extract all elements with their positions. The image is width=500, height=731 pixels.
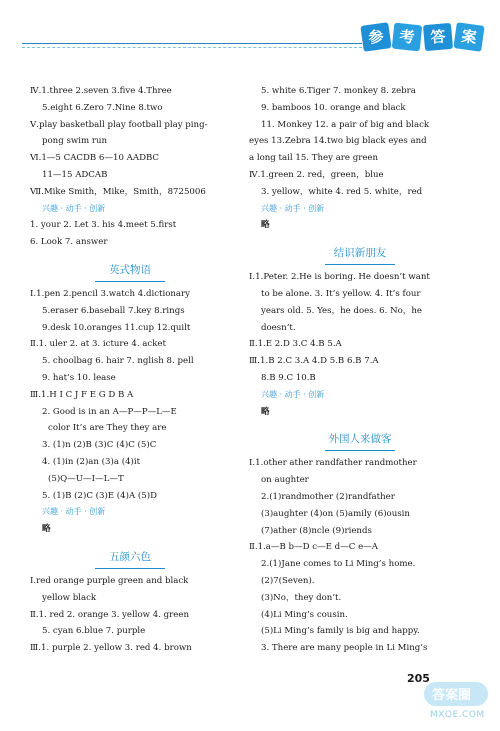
answer-line: 3. (1)n (2)B (3)C (4)C (5)C (42, 440, 157, 451)
interest-hands-on-label: 兴趣 · 动手 · 创新 (42, 507, 106, 517)
answer-line: 5. white 6.Tiger 7. monkey 8. zebra (261, 86, 416, 96)
watermark-url: MXQE.COM (430, 710, 485, 720)
answer-line: Ⅱ.1.E 2.D 3.C 4.B 5.A (249, 339, 342, 350)
answer-line: 6. Look 7. answer (30, 237, 108, 248)
answer-line: on aughter (261, 475, 309, 486)
answer-line: 5. (1)B (2)C (3)E (4)A (5)D (42, 490, 157, 501)
section-title-text: 结识新朋友 (333, 247, 387, 260)
answer-line: 2. Good is in an A—P—P—L—E (42, 406, 177, 417)
answer-line: (5)Q—U—I—L—T (48, 473, 124, 484)
answer-line: Ⅰ.1.pen 2.pencil 3.watch 4.dictionary (30, 288, 191, 299)
answer-line: color It’s are They they are (48, 423, 167, 434)
section-title-underline (95, 281, 165, 282)
answer-line: 11. Monkey 12. a pair of big and black (261, 119, 430, 130)
answer-line: pong swim run (42, 136, 108, 147)
answer-line: Ⅰ.1.Peter. 2.He is boring. He doesn’t want (249, 272, 430, 283)
banner-char: 案 (453, 22, 484, 52)
section-title (30, 546, 230, 569)
answer-line: to be alone. 3. It’s yellow. 4. It’s four (261, 288, 421, 299)
answer-line: (5)Li Ming’s family is big and happy. (261, 626, 420, 637)
interest-hands-on-label: 兴趣 · 动手 · 创新 (42, 203, 106, 213)
omitted-answer: 略 (261, 220, 270, 231)
answer-line: years old. 5. Yes，he does. 6. No，he (261, 305, 422, 316)
answer-line: Ⅲ.1.H I C J F E G D B A (30, 389, 134, 400)
answer-line: 3. yellow，white 4. red 5. white，red (261, 186, 423, 197)
answer-line: Ⅱ.1. uler 2. at 3. icture 4. acket (30, 339, 166, 350)
answer-line: 9. bamboos 10. orange and black (261, 102, 406, 113)
watermark-logo-text: 答案圈 (432, 688, 472, 703)
section-title-text: 外国人来做客 (328, 433, 392, 446)
section-title-text: 英式物语 (109, 263, 151, 276)
answer-line: Ⅵ.1—5 CACDB 6—10 AADBC (30, 153, 160, 164)
section-title-text: 五颜六色 (109, 550, 151, 563)
page-number: 205 (407, 672, 430, 685)
answer-line: (2)7(Seven). (261, 575, 315, 586)
answer-line: Ⅱ.1. red 2. orange 3. yellow 4. green (30, 609, 189, 620)
banner-char: 参 (360, 22, 391, 52)
answer-line: Ⅰ.red orange purple green and black (30, 575, 189, 586)
answer-line: 5. cyan 6.blue 7. purple (42, 626, 146, 637)
answer-line: a long tail 15. They are green (249, 153, 379, 164)
watermark-logo (418, 680, 496, 726)
answer-line: Ⅴ.play basketball play football play ping- (30, 119, 208, 130)
interest-hands-on-label: 兴趣 · 动手 · 创新 (261, 389, 325, 399)
answer-line: 2.(1)Jane comes to Li Ming’s home. (261, 559, 416, 570)
answer-line: Ⅳ.1.three 2.seven 3.five 4.Three (30, 86, 172, 96)
interest-hands-on-label: 兴趣 · 动手 · 创新 (261, 203, 325, 213)
answer-line: 8.B 9.C 10.B (261, 372, 316, 383)
section-title-underline (325, 450, 395, 451)
omitted-answer: 略 (42, 524, 51, 535)
answer-line: 3. There are many people in Li Ming’s (261, 643, 428, 654)
answer-line: (3)No，they don’t. (261, 592, 342, 603)
answer-key-banner (360, 20, 488, 54)
answer-line: eyes 13.Zebra 14.two big black eyes and (249, 136, 427, 147)
answer-line: Ⅰ.1.other ather randfather randmother (249, 458, 417, 469)
answer-line: Ⅶ.Mike Smith，Mike，Smith，8725006 (30, 186, 206, 197)
answer-line: (4)Li Ming’s cousin. (261, 609, 348, 620)
answer-line: 9.desk 10.oranges 11.cup 12.quilt (42, 322, 191, 333)
answer-line: Ⅳ.1.green 2. red，green，blue (249, 169, 384, 180)
answer-line: 9. hat’s 10. lease (42, 372, 116, 383)
answer-line: (7)ather (8)ncle (9)riends (261, 525, 372, 536)
answer-line: doesn’t. (261, 322, 296, 333)
section-title-underline (325, 264, 395, 265)
answer-line: 11—15 ADCAB (42, 169, 108, 180)
answer-line: 5. choolbag 6. hair 7. nglish 8. pell (42, 356, 194, 367)
answer-line: 5.eraser 6.baseball 7.key 8.rings (42, 305, 185, 316)
answer-line: Ⅱ.1.a—B b—D c—E d—C e—A (249, 542, 378, 553)
answer-line: 4. (1)in (2)an (3)a (4)it (42, 456, 141, 467)
section-title (249, 242, 471, 265)
answer-line: Ⅲ.1.B 2.C 3.A 4.D 5.B 6.B 7.A (249, 356, 379, 367)
answer-line: 2.(1)randmother (2)randfather (261, 491, 395, 502)
section-title-underline (95, 568, 165, 569)
section-title (30, 259, 230, 282)
answer-line: 5.eight 6.Zero 7.Nine 8.two (42, 102, 163, 113)
right-column (249, 83, 471, 657)
section-title (249, 428, 471, 451)
header-rule-dashed (22, 47, 362, 48)
answer-line: Ⅲ.1. purple 2. yellow 3. red 4. brown (30, 643, 192, 654)
banner-char: 答 (423, 23, 453, 51)
answer-line: (3)aughter (4)on (5)amily (6)ousin (261, 508, 410, 519)
answer-line: 1. your 2. Let 3. his 4.meet 5.first (30, 220, 177, 231)
banner-char: 考 (392, 23, 423, 52)
omitted-answer: 略 (261, 406, 270, 417)
header-rule (22, 43, 362, 44)
answer-line: yellow black (42, 592, 97, 603)
left-column (30, 83, 230, 657)
